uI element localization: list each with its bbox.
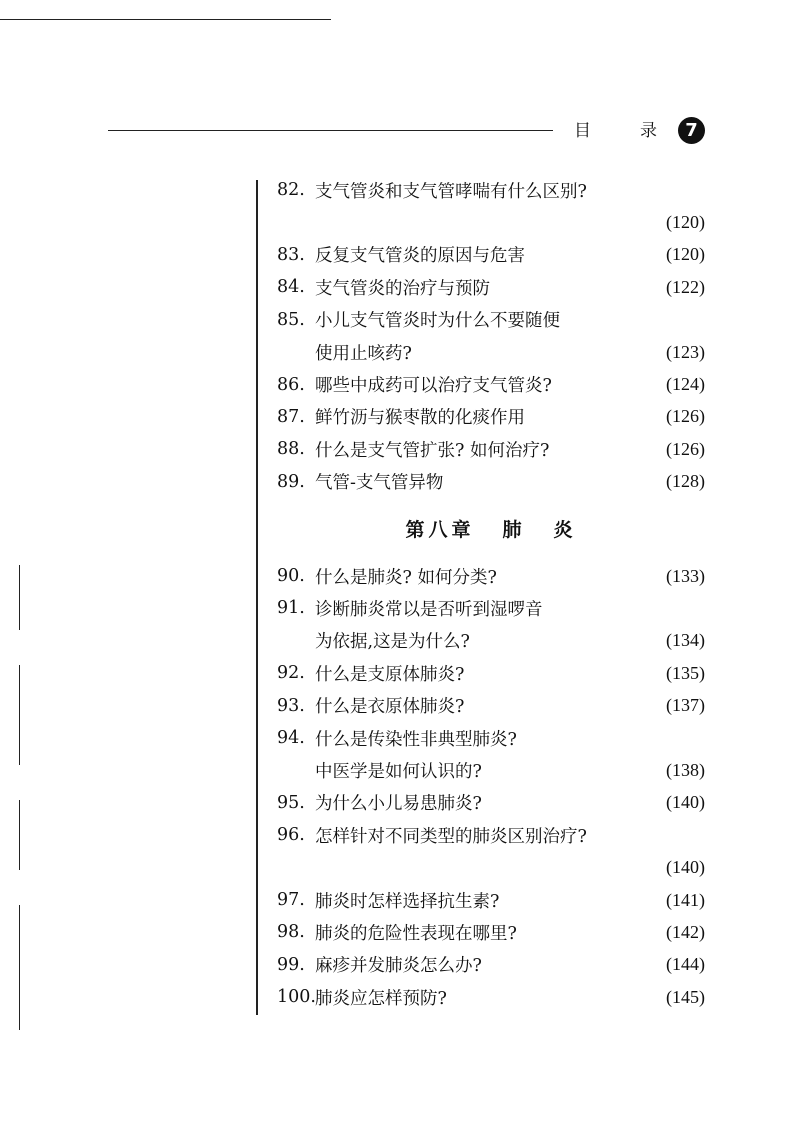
toc-entry-title: 气管-支气管异物 — [315, 473, 444, 494]
toc-entry-title: 麻疹并发肺炎怎么办? — [315, 956, 482, 977]
toc-entry-title: 鲜竹沥与猴枣散的化痰作用 — [315, 408, 525, 429]
toc-entry — [277, 466, 705, 498]
toc-entry-number: 93. — [277, 695, 305, 716]
margin-mark-1 — [19, 565, 20, 630]
toc-entry-page: (134) — [666, 630, 705, 651]
toc-entry-number: 95. — [277, 792, 305, 813]
toc-entry-number: 99. — [277, 954, 305, 975]
toc-entry — [277, 433, 705, 465]
toc-entry — [277, 271, 705, 303]
toc-entry-page: (126) — [666, 406, 705, 427]
toc-entry — [277, 401, 705, 433]
toc-entry-number: 86. — [277, 374, 305, 395]
toc-entry-number: 100. — [277, 987, 316, 1008]
toc-entry-title: 小儿支气管炎时为什么不要随便 — [315, 311, 560, 332]
top-scan-line — [0, 19, 331, 20]
toc-section-chapter8 — [277, 560, 705, 1013]
toc-entry-title: 什么是支气管扩张? 如何治疗? — [315, 440, 550, 461]
header-rule — [108, 130, 553, 131]
toc-entry-title: 怎样针对不同类型的肺炎区别治疗? — [315, 826, 587, 847]
chapter-title-word1: 肺 — [502, 519, 526, 542]
header-section-label: 目 — [574, 121, 591, 141]
toc-entry-title: 什么是衣原体肺炎? — [315, 697, 465, 718]
table-of-contents — [277, 174, 705, 1013]
toc-entry-page: (122) — [666, 276, 705, 297]
page-number-badge: 7 — [678, 117, 705, 144]
toc-entry — [277, 368, 705, 400]
toc-entry-number: 82. — [277, 180, 305, 201]
toc-entry-number: 84. — [277, 277, 305, 298]
toc-entry-title: 肺炎的危险性表现在哪里? — [315, 923, 517, 944]
toc-entry-page: (124) — [666, 374, 705, 395]
toc-entry-number: 96. — [277, 825, 305, 846]
toc-entry-title: 什么是肺炎? 如何分类? — [315, 567, 497, 588]
toc-entry — [277, 625, 705, 657]
toc-entry-page: (141) — [666, 889, 705, 910]
toc-entry — [277, 592, 705, 624]
toc-entry-number: 97. — [277, 890, 305, 910]
toc-entry — [277, 657, 705, 689]
toc-entry — [277, 949, 705, 981]
toc-entry-page: (126) — [666, 438, 705, 459]
toc-entry-title: 诊断肺炎常以是否听到湿啰音 — [315, 599, 543, 620]
toc-entry — [277, 560, 705, 592]
toc-entry-page: (144) — [666, 954, 705, 975]
toc-entry-title: 中医学是如何认识的? — [315, 761, 482, 782]
toc-entry-number: 83. — [277, 244, 305, 265]
toc-entry — [277, 787, 705, 819]
toc-entry-page: (123) — [666, 341, 705, 362]
toc-entry — [277, 239, 705, 271]
toc-entry-number: 89. — [277, 471, 305, 492]
toc-entry-page: (140) — [666, 792, 705, 813]
toc-entry-number: 87. — [277, 406, 305, 427]
toc-entry — [277, 851, 705, 883]
toc-entry — [277, 916, 705, 948]
margin-mark-2 — [19, 665, 20, 765]
toc-entry-title: 什么是传染性非典型肺炎? — [315, 729, 517, 750]
chapter-label: 第八章 — [405, 519, 475, 542]
toc-entry-title: 什么是支原体肺炎? — [315, 664, 465, 685]
toc-entry-page: (128) — [666, 471, 705, 492]
toc-entry-page: (120) — [666, 244, 705, 265]
toc-entry-page: (142) — [666, 921, 705, 942]
margin-mark-4 — [19, 905, 20, 1030]
toc-entry-number: 98. — [277, 922, 305, 943]
toc-entry-page: (138) — [666, 759, 705, 780]
toc-entry — [277, 981, 705, 1013]
toc-entry-number: 91. — [277, 598, 305, 619]
toc-entry-page: (137) — [666, 695, 705, 716]
toc-entry-page: (133) — [666, 565, 705, 586]
toc-entry-title: 使用止咳药? — [315, 343, 412, 364]
chapter-heading — [277, 498, 705, 560]
toc-entry — [277, 754, 705, 786]
toc-entry-page: (140) — [666, 857, 705, 878]
toc-entry-number: 85. — [277, 309, 305, 330]
toc-left-border — [256, 180, 258, 1015]
toc-entry-title: 肺炎时怎样选择抗生素? — [315, 891, 500, 912]
toc-entry-number: 94. — [277, 728, 305, 749]
chapter-title-word2: 炎 — [553, 519, 577, 542]
toc-entry-title: 反复支气管炎的原因与危害 — [315, 246, 525, 267]
toc-entry-page: (120) — [666, 212, 705, 233]
toc-entry-title: 支气管炎的治疗与预防 — [315, 278, 490, 299]
toc-entry-title: 肺炎应怎样预防? — [315, 988, 447, 1009]
toc-entry — [277, 884, 705, 916]
header-section-label-2: 录 — [640, 121, 657, 141]
margin-mark-3 — [19, 800, 20, 870]
toc-entry-title: 支气管炎和支气管哮喘有什么区别? — [315, 181, 587, 202]
toc-entry-number: 88. — [277, 439, 305, 460]
toc-entry-number: 90. — [277, 566, 305, 587]
toc-entry-title: 为什么小儿易患肺炎? — [315, 794, 482, 815]
toc-entry — [277, 336, 705, 368]
toc-entry-title: 为依据,这是为什么? — [315, 632, 470, 653]
toc-section-chapter7 — [277, 174, 705, 498]
toc-entry — [277, 174, 705, 206]
toc-entry-number: 92. — [277, 663, 305, 684]
toc-entry — [277, 304, 705, 336]
toc-entry — [277, 722, 705, 754]
toc-entry-page: (135) — [666, 662, 705, 683]
toc-entry-page: (145) — [666, 986, 705, 1007]
toc-entry — [277, 819, 705, 851]
toc-entry — [277, 689, 705, 721]
toc-entry-title: 哪些中成药可以治疗支气管炎? — [315, 376, 552, 397]
toc-entry — [277, 206, 705, 238]
